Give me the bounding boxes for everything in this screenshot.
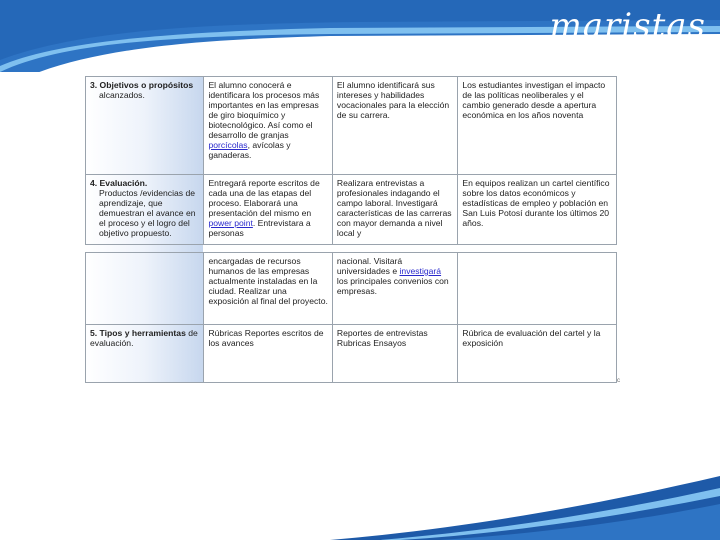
row-label-objetivos: [86, 77, 204, 175]
table-cell: nacional. Visitará universidades e investigará los principales convenios con empresas.: [332, 253, 457, 325]
table-row: [86, 325, 617, 383]
empty-label-cell: [86, 253, 204, 325]
rubric-table-bottom: [85, 252, 617, 383]
table-cell: [458, 253, 617, 325]
table-cell: Rúbrica de evaluación del cartel y la exposición: [458, 325, 617, 383]
table-cell: Entregará reporte escritos de cada una de las etapas del proceso. Elaborará una presentación del mismo en power point. Entrevistara a personas: [204, 175, 332, 245]
table-cell: El alumno identificará sus intereses y habilidades vocacionales para la elección de su carrera.: [332, 77, 457, 175]
maristas-logo: maristas: [549, 6, 706, 46]
table-cell: Reportes de entrevistas Rubricas Ensayos: [332, 325, 457, 383]
row-label-evaluacion: [86, 175, 204, 245]
row-label-tipos: [86, 325, 204, 383]
row-label-title: 4. Evaluación.: [90, 178, 148, 188]
row-label-rest: Productos /evidencias de aprendizaje, que demuestran el avance en el proceso y el logro del objetivo propuesto.: [99, 188, 196, 238]
table-cell: Realizara entrevistas a profesionales indagando el campo laboral. Investigará características de las carreras con mayor demanda a nivel local y: [332, 175, 457, 245]
row-label-title: 3. Objetivos o propósitos: [90, 80, 194, 90]
table-cell: Rúbricas Reportes escritos de los avances: [204, 325, 332, 383]
rubric-table-top: [85, 76, 617, 245]
table-row: [86, 253, 617, 325]
table-cell: El alumno conocerá e identificara los procesos más importantes en las empresas de giro bioquímico y biotecnológico. Así como el desarrollo de granjas porcícolas, avícolas y ganaderas.: [204, 77, 332, 175]
table-cell: Los estudiantes investigan el impacto de las políticas neoliberales y el cambio generado desde a apertura económica en los años noventa: [458, 77, 617, 175]
footer-wave-band: [0, 470, 720, 540]
corner-mark: c: [617, 378, 620, 384]
table-cell: encargadas de recursos humanos de las empresas actualmente instaladas en la ciudad. Realizar una exposición al final del proyecto.: [204, 253, 332, 325]
table-cell: En equipos realizan un cartel científico sobre los datos económicos y estadísticas de empleo y población en San Luis Potosí durante los últimos 20 años.: [458, 175, 617, 245]
table-row: [86, 175, 617, 245]
row-label-rest: de evaluación.: [90, 328, 198, 348]
row-label-rest: alcanzados.: [99, 90, 145, 100]
table-row: [86, 77, 617, 175]
row-label-title: 5. Tipos y herramientas: [90, 328, 186, 338]
